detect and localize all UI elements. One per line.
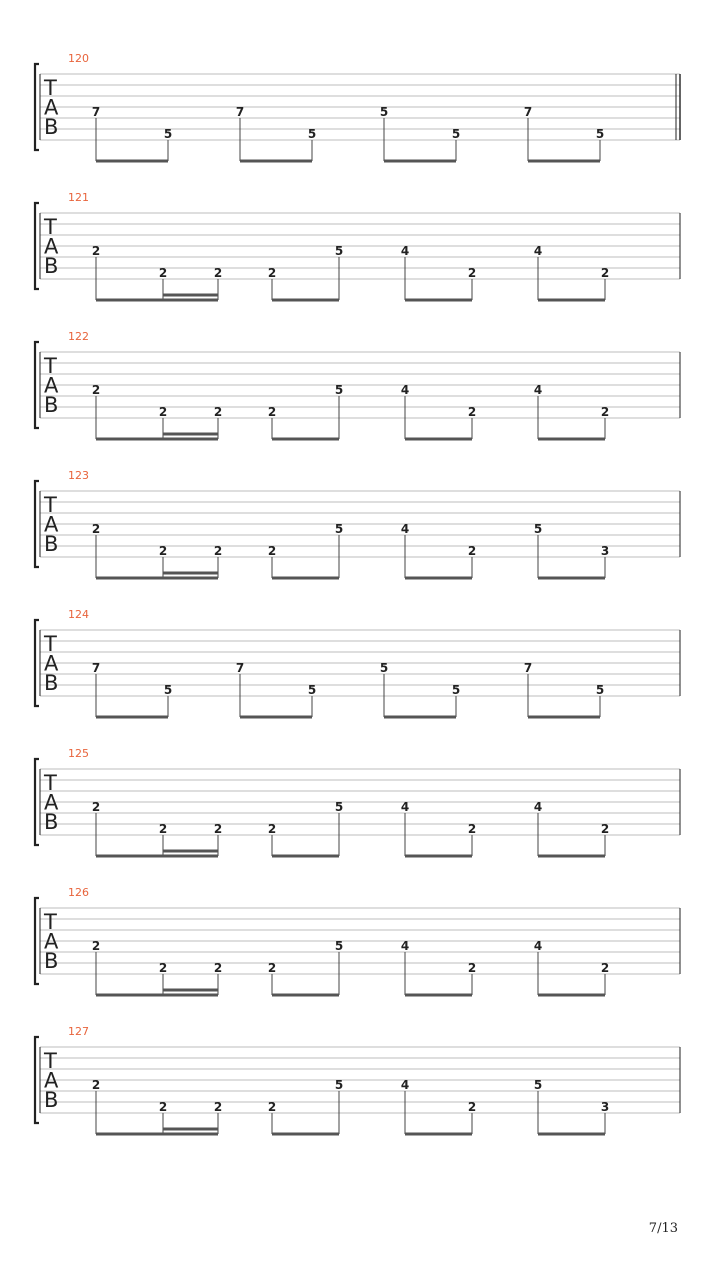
tab-clef-letter: B <box>44 393 59 417</box>
measure-number: 123 <box>68 469 89 482</box>
tab-clef-letter: A <box>44 790 59 815</box>
fret-number: 2 <box>91 800 101 814</box>
fret-number: 2 <box>467 822 477 836</box>
fret-number: 5 <box>533 1078 543 1092</box>
fret-number: 3 <box>600 544 610 558</box>
fret-number: 2 <box>91 383 101 397</box>
system-bracket <box>35 481 39 567</box>
measure-number: 122 <box>68 330 89 343</box>
system-bracket <box>35 898 39 984</box>
fret-number: 2 <box>267 1100 277 1114</box>
fret-number: 2 <box>467 961 477 975</box>
fret-number: 2 <box>600 961 610 975</box>
fret-number: 5 <box>379 105 389 119</box>
measure-number: 124 <box>68 608 89 621</box>
fret-number: 2 <box>467 266 477 280</box>
fret-number: 2 <box>91 1078 101 1092</box>
fret-number: 4 <box>400 939 410 953</box>
fret-number: 4 <box>400 522 410 536</box>
fret-number: 7 <box>91 661 101 675</box>
fret-number: 2 <box>91 522 101 536</box>
fret-number: 2 <box>158 266 168 280</box>
tab-clef-letter: B <box>44 532 59 556</box>
fret-number: 2 <box>467 405 477 419</box>
fret-number: 2 <box>267 405 277 419</box>
fret-number: 4 <box>400 800 410 814</box>
measure-number: 127 <box>68 1025 89 1038</box>
tab-clef-letter: T <box>44 215 57 239</box>
fret-number: 4 <box>533 800 543 814</box>
fret-number: 5 <box>533 522 543 536</box>
fret-number: 4 <box>400 1078 410 1092</box>
fret-number: 4 <box>533 244 543 258</box>
tab-clef-letter: T <box>44 771 57 795</box>
fret-number: 2 <box>91 939 101 953</box>
measure-number: 125 <box>68 747 89 760</box>
tab-clef-letter: T <box>44 354 57 378</box>
fret-number: 2 <box>213 961 223 975</box>
fret-number: 5 <box>334 383 344 397</box>
tab-clef-letter: A <box>44 234 59 259</box>
tab-clef-letter: B <box>44 115 59 139</box>
fret-number: 2 <box>213 1100 223 1114</box>
tab-clef-letter: A <box>44 929 59 954</box>
fret-number: 5 <box>451 683 461 697</box>
page-number: 7/13 <box>648 1221 678 1236</box>
fret-number: 3 <box>600 1100 610 1114</box>
system-bracket <box>35 1037 39 1123</box>
fret-number: 4 <box>533 383 543 397</box>
fret-number: 7 <box>523 105 533 119</box>
fret-number: 5 <box>163 127 173 141</box>
fret-number: 2 <box>467 1100 477 1114</box>
fret-number: 2 <box>213 544 223 558</box>
fret-number: 2 <box>158 544 168 558</box>
measure-number: 126 <box>68 886 89 899</box>
fret-number: 5 <box>334 939 344 953</box>
fret-number: 7 <box>91 105 101 119</box>
fret-number: 2 <box>158 961 168 975</box>
system-bracket <box>35 342 39 428</box>
fret-number: 5 <box>379 661 389 675</box>
tab-clef-letter: B <box>44 671 59 695</box>
fret-number: 7 <box>235 661 245 675</box>
fret-number: 5 <box>334 1078 344 1092</box>
fret-number: 5 <box>595 683 605 697</box>
measure-number: 121 <box>68 191 89 204</box>
fret-number: 4 <box>400 383 410 397</box>
measure-number: 120 <box>68 52 89 65</box>
fret-number: 2 <box>158 1100 168 1114</box>
tab-clef-letter: A <box>44 1068 59 1093</box>
fret-number: 7 <box>523 661 533 675</box>
fret-number: 5 <box>595 127 605 141</box>
fret-number: 7 <box>235 105 245 119</box>
tab-clef-letter: A <box>44 95 59 120</box>
system-bracket <box>35 620 39 706</box>
fret-number: 2 <box>267 266 277 280</box>
fret-number: 4 <box>400 244 410 258</box>
system-bracket <box>35 759 39 845</box>
fret-number: 2 <box>158 822 168 836</box>
fret-number: 4 <box>533 939 543 953</box>
fret-number: 2 <box>600 405 610 419</box>
tab-clef-letter: A <box>44 651 59 676</box>
tab-clef-letter: B <box>44 1088 59 1112</box>
fret-number: 5 <box>307 683 317 697</box>
tab-clef-letter: T <box>44 1049 57 1073</box>
fret-number: 2 <box>213 266 223 280</box>
tab-clef-letter: B <box>44 949 59 973</box>
tab-clef-letter: T <box>44 910 57 934</box>
fret-number: 2 <box>267 961 277 975</box>
system-bracket <box>35 203 39 289</box>
fret-number: 5 <box>451 127 461 141</box>
tab-clef-letter: B <box>44 254 59 278</box>
fret-number: 5 <box>334 244 344 258</box>
fret-number: 2 <box>267 544 277 558</box>
tab-clef-letter: A <box>44 373 59 398</box>
fret-number: 2 <box>158 405 168 419</box>
fret-number: 2 <box>600 266 610 280</box>
fret-number: 2 <box>213 822 223 836</box>
tab-clef-letter: T <box>44 493 57 517</box>
system-bracket <box>35 64 39 150</box>
tab-clef-letter: B <box>44 810 59 834</box>
fret-number: 2 <box>213 405 223 419</box>
tab-clef-letter: T <box>44 76 57 100</box>
fret-number: 5 <box>334 800 344 814</box>
fret-number: 2 <box>267 822 277 836</box>
fret-number: 2 <box>91 244 101 258</box>
fret-number: 5 <box>163 683 173 697</box>
fret-number: 2 <box>600 822 610 836</box>
tab-clef-letter: A <box>44 512 59 537</box>
tab-clef-letter: T <box>44 632 57 656</box>
fret-number: 5 <box>334 522 344 536</box>
fret-number: 2 <box>467 544 477 558</box>
fret-number: 5 <box>307 127 317 141</box>
